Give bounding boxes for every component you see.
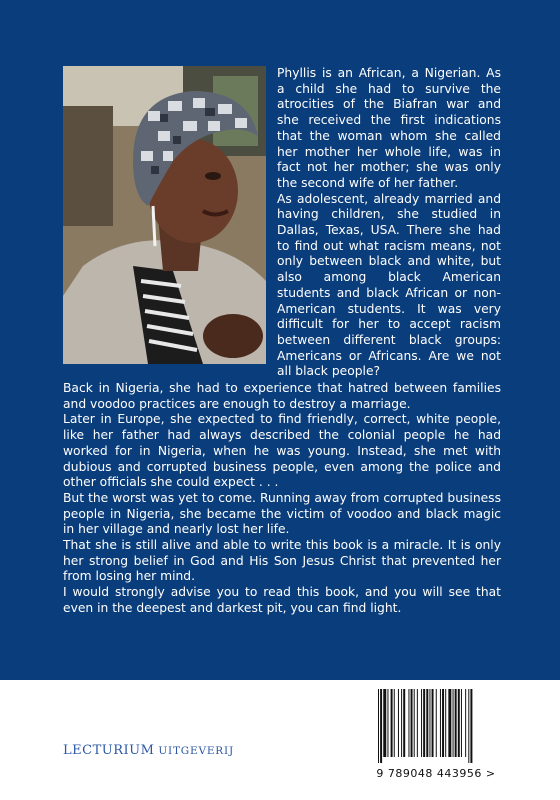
blurb-paragraph: I would strongly advise you to read this book, and you will see that even in the deepest and darkest pit, you can find light. (63, 585, 501, 615)
isbn-barcode (366, 689, 506, 789)
barcode-bar (411, 689, 413, 757)
barcode-bar (442, 689, 444, 757)
barcode-bar (455, 689, 457, 757)
portrait-image (63, 66, 266, 364)
author-photo (63, 66, 266, 364)
publisher-subtitle: UITGEVERIJ (158, 745, 234, 757)
barcode-bars (366, 689, 506, 767)
barcode-bar (468, 689, 469, 763)
blurb-paragraph: That she is still alive and able to write this book is a miracle. It is only her strong belief in God and His Son Jesus Christ that prevented her from losing her mind. (63, 538, 501, 584)
isbn-number: 9 789048 443956 > (376, 767, 496, 780)
publisher-logo (63, 739, 234, 758)
barcode-bar (408, 689, 409, 757)
barcode-bar (426, 689, 428, 757)
blurb-side-column (277, 66, 501, 380)
barcode-bar (398, 689, 399, 757)
barcode-bar (394, 689, 395, 757)
barcode-bar (436, 689, 437, 757)
barcode-bar (432, 689, 434, 757)
barcode-bar (465, 689, 466, 757)
publisher-name: LECTURIUM (63, 743, 155, 758)
barcode-bar (440, 689, 441, 757)
blurb-paragraph: Back in Nigeria, she had to experience that hatred between families and voodoo practices are enough to destroy a marriage. (63, 381, 501, 411)
barcode-bar (417, 689, 418, 757)
blurb-paragraph: As adolescent, already married and having children, she studied in Dallas, Texas, USA. There she had to find out what racism means, not only between black and white, but also among black American students and black African or non-American students. It was very difficult for her to accept racism between different black groups: Americans or Africans. Are we not all black people? (277, 191, 501, 379)
barcode-bar (391, 689, 393, 757)
barcode-bar (403, 689, 405, 757)
barcode-bar (421, 689, 422, 757)
barcode-bar (461, 689, 462, 757)
barcode-bar (414, 689, 415, 757)
barcode-bar (387, 689, 388, 757)
blurb-paragraph: Later in Europe, she expected to find friendly, correct, white people, like her father had always described the colonial people he had worked for in Nigeria, when he was young. Instead, she met with dubious and corrupted business people, even among the police and other officials she could expect . . . (63, 412, 501, 490)
barcode-bar (401, 689, 402, 757)
barcode-bar (380, 689, 382, 763)
barcode-bar (453, 689, 454, 757)
barcode-bar (383, 689, 386, 757)
barcode-bar (470, 689, 472, 763)
blurb-full-width (63, 381, 501, 617)
barcode-bar (423, 689, 425, 757)
blurb-paragraph: But the worst was yet to come. Running away from corrupted business people in Nigeria, she became the victim of voodoo and black magic in her village and nearly lost her life. (63, 490, 501, 537)
blurb-paragraph: Phyllis is an African, a Nigerian. As a child she had to survive the atrocities of the Biafran war and she received the first indications that the woman whom she called her mother her whole life, was in fact not her mother; she was only the second wife of her father. (277, 66, 501, 190)
barcode-bar (458, 689, 460, 757)
barcode-bar (378, 689, 379, 763)
barcode-bar (429, 689, 430, 757)
barcode-bar (445, 689, 446, 757)
barcode-bar (448, 689, 451, 757)
cover-footer (0, 680, 560, 800)
